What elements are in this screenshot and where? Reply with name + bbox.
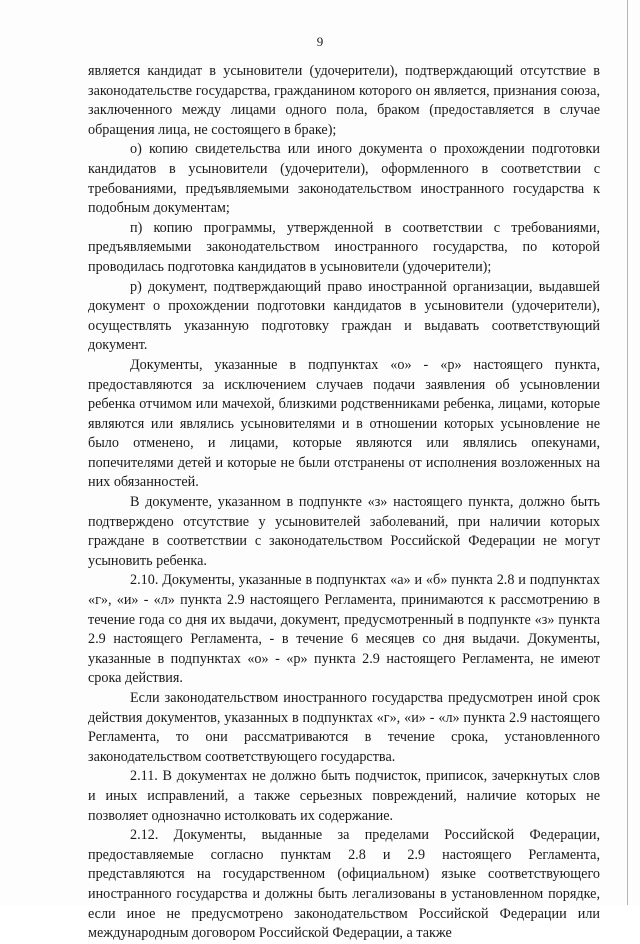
page-number: 9 — [316, 34, 324, 49]
paragraph-item-p: п) копию программы, утвержденной в соответствии с требованиями, предъявляемыми законодательством иностранного государства, по которой проводилась подготовка кандидатов в усыновители (удочерители); — [88, 219, 600, 275]
paragraph-health-document: В документе, указанном в подпункте «з» настоящего пункта, должно быть подтверждено отсутствие у усыновителей заболеваний, при наличии которых граждане в соответствии с законодательством Российской Федерации не могут усыновить ребенка. — [88, 494, 600, 569]
paragraph-exceptions: Документы, указанные в подпунктах «о» - «р» настоящего пункта, предоставляются за исключением случаев подачи заявления об усыновлении ребенка отчимом или мачехой, близкими родственниками ребенка, лицами, которые являются или являлись усыновителями и в отношении которых усыновление не было отменено, и лицами, которые являются или являлись опекунами, попечителями детей и которые не были отстранены от исполнения возложенных на них обязанностей. — [88, 356, 600, 491]
paragraph-foreign-validity: Если законодательством иностранного государства предусмотрен иной срок действия документов, указанных в подпунктах «г», «и» - «л» пункта 2.9 настоящего Регламента, то они рассматриваются в течение срока, установленного законодательством соответствующего государства. — [88, 690, 600, 765]
paragraph-continuation: является кандидат в усыновители (удочерители), подтверждающий отсутствие в законодательстве государства, гражданином которого он является, признания союза, заключенного между лицами одного пола, браком (предоставляется в случае обращения лица, не состоящего в браке); — [88, 63, 600, 138]
document-body — [88, 62, 600, 944]
paragraph-item-o: о) копию свидетельства или иного документа о прохождении подготовки кандидатов в усыновители (удочерители), оформленного в соответствии с требованиями, предъявляемыми законодательством иностранного государства к подобным документам; — [88, 141, 600, 217]
paragraph-2-11: 2.11. В документах не должно быть подчисток, приписок, зачеркнутых слов и иных исправлений, а также серьезных повреждений, наличие которых не позволяет однозначно истолковать их содержание. — [88, 768, 600, 824]
paragraph-item-r: р) документ, подтверждающий право иностранной организации, выдавшей документ о прохождении подготовки кандидатов в усыновители (удочерители), осуществлять указанную подготовку граждан и выдавать соответствующий документ. — [88, 278, 600, 354]
paragraph-2-10: 2.10. Документы, указанные в подпунктах «а» и «б» пункта 2.8 и подпунктах «г», «и» - «л» пункта 2.9 настоящего Регламента, принимаются к рассмотрению в течение года со дня их выдачи, документ, предусмотренный в подпункте «з» пункта 2.9 настоящего Регламента, - в течение 6 месяцев со дня выдачи. Документы, указанные в подпунктах «о» - «р» пункта 2.9 настоящего Регламента, не имеют срока действия. — [88, 572, 600, 687]
paragraph-2-12: 2.12. Документы, выданные за пределами Российской Федерации, предоставляемые согласно пунктам 2.8 и 2.9 настоящего Регламента, представляются на государственном (официальном) языке соответствующего иностранного государства и должны быть легализованы в установленном порядке, если иное не предусмотрено законодательством Российской Федерации или международным договором Российской Федерации, а также — [88, 827, 600, 942]
scan-edge-line — [627, 0, 628, 905]
